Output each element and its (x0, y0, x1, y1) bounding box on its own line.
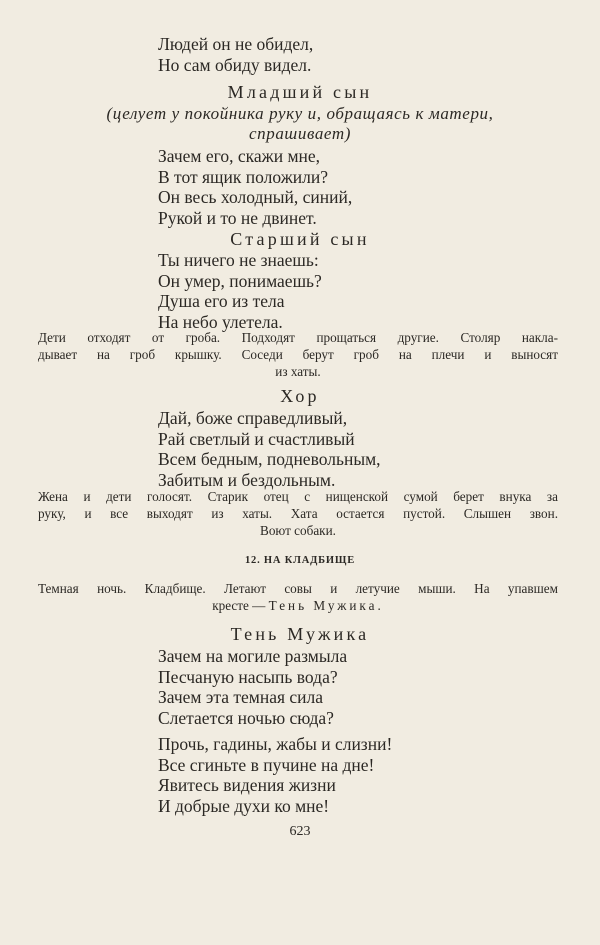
verse-line: Забитым и бездольным. (158, 469, 336, 490)
verse-stanza (158, 734, 392, 816)
verse-line: Все сгиньте в пучине на дне! (158, 754, 375, 775)
remark-line: руку, и все выходят из хаты. Хата остается пустой. Слышен звон. (38, 506, 558, 521)
verse-stanza (158, 34, 313, 75)
verse-line: Людей он не обидел, (158, 34, 314, 54)
verse-line: Рукой и то не двинет. (158, 207, 317, 228)
remark-line: Воют собаки. (260, 523, 336, 538)
verse-line: Но сам обиду видел. (158, 54, 312, 75)
verse-line: Слетается ночью сюда? (158, 707, 334, 728)
verse-line: Явитесь видения жизни (158, 775, 336, 795)
verse-line: Зачем его, скажи мне, (158, 146, 321, 166)
speaker-name: Тень Мужика (230, 624, 370, 644)
direction-line: (целует у покойника руку и, обращаясь к матери, (106, 104, 494, 123)
remark-text: кресте — (212, 598, 269, 613)
verse-line: Прочь, гадины, жабы и слизни! (158, 734, 393, 754)
remark-line: из хаты. (275, 364, 321, 379)
verse-line: Дай, боже справедливый, (158, 408, 348, 428)
speaker-name: Старший сын (230, 229, 370, 249)
verse-stanza (158, 146, 352, 228)
stage-remark (38, 580, 558, 614)
verse-line: Зачем на могиле размыла (158, 646, 348, 666)
character-name: Тень Мужика. (268, 598, 384, 613)
verse-line: В тот ящик положили? (158, 166, 329, 187)
remark-line: дывает на гроб крышку. Соседи берут гроб на плечи и выносят (38, 347, 558, 362)
verse-line: Всем бедным, подневольным, (158, 449, 381, 469)
remark-line (38, 597, 558, 614)
stage-remark (38, 488, 558, 539)
verse-line: И добрые духи ко мне! (158, 795, 330, 816)
verse-line: Он умер, понимаешь? (158, 270, 322, 291)
direction-line: спрашивает) (248, 124, 351, 143)
stage-direction (0, 104, 600, 144)
remark-line: Дети отходят от гроба. Подходят прощаться другие. Столяр накла- (38, 330, 558, 345)
verse-line: На небо улетела. (158, 311, 283, 332)
speaker-name: Хор (280, 386, 320, 406)
speaker-name: Младший сын (227, 82, 373, 102)
remark-line: Жена и дети голосят. Старик отец с нищенской сумой берет внука за (38, 489, 558, 504)
verse-line: Рай светлый и счастливый (158, 428, 355, 449)
verse-line: Ты ничего не знаешь: (158, 250, 319, 270)
stage-remark (38, 329, 558, 380)
verse-line: Душа его из тела (158, 291, 285, 311)
page-number: 623 (289, 824, 311, 839)
verse-line: Зачем эта темная сила (158, 687, 324, 707)
verse-stanza (158, 408, 381, 490)
scene-title: 12. НА КЛАДБИЩЕ (244, 555, 355, 566)
remark-line: Темная ночь. Кладбище. Летают совы и летучие мыши. На упавшем (38, 581, 558, 596)
verse-stanza (158, 250, 322, 332)
verse-line: Песчаную насыпь вода? (158, 666, 338, 687)
verse-stanza (158, 646, 347, 728)
verse-line: Он весь холодный, синий, (158, 187, 353, 207)
